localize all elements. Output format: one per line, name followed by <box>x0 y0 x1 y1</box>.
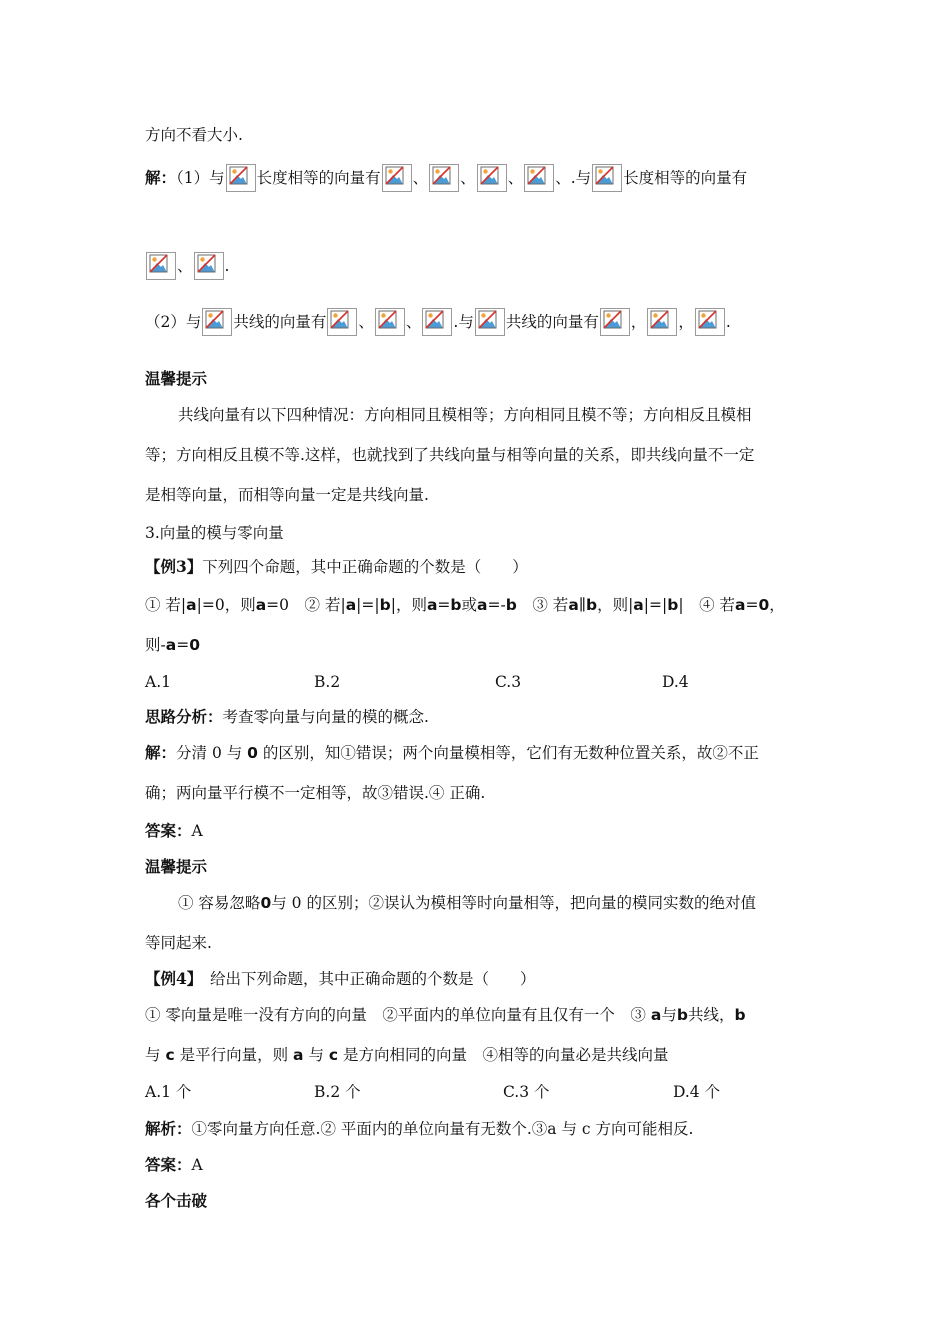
image-placeholder-icon <box>695 308 725 336</box>
example-3-propositions: ① 若|a|=0，则a=0 ② 若|a|=|b|，则a=b或a=-b ③ 若a∥b，则|a|=|b| ④ 若a=0， <box>145 596 785 614</box>
solution-3-cont: 确；两向量平行模不一定相等，故③错误.④ 正确. <box>145 784 486 802</box>
image-placeholder-icon <box>146 252 176 280</box>
solution-1-cont: 、 . <box>145 252 229 280</box>
image-placeholder-icon <box>600 308 630 336</box>
tip-line: 等同起来. <box>145 934 212 952</box>
option-d: D.4 个 <box>673 1083 721 1101</box>
option-b: B.2 <box>314 673 341 691</box>
example-4-question: 【例4】 给出下列命题，其中正确命题的个数是（ ） <box>145 969 536 988</box>
tip-heading: 温馨提示 <box>145 857 208 876</box>
example-4-propositions-cont: 与 c 是平行向量，则 a 与 c 是方向相同的向量 ④相等的向量必是共线向量 <box>145 1046 669 1064</box>
answer-3: 答案：A <box>145 821 203 840</box>
image-placeholder-icon <box>524 164 554 192</box>
analysis-4: 解析：①零向量方向任意.② 平面内的单位向量有无数个.③a 与 c 方向可能相反. <box>145 1119 694 1138</box>
tip-line: 是相等向量，而相等向量一定是共线向量. <box>145 486 429 504</box>
image-placeholder-icon <box>226 164 256 192</box>
example-4-propositions: ① 零向量是唯一没有方向的向量 ②平面内的单位向量有且仅有一个 ③ a与b共线，b <box>145 1006 746 1024</box>
tip-line: 等；方向相反且模不等.这样，也就找到了共线向量与相等向量的关系，即共线向量不一定 <box>145 446 755 464</box>
image-placeholder-icon <box>475 308 505 336</box>
example-3-propositions-cont: 则-a=0 <box>145 636 201 654</box>
image-placeholder-icon <box>647 308 677 336</box>
image-placeholder-icon <box>422 308 452 336</box>
option-a: A.1 <box>145 673 171 691</box>
image-placeholder-icon <box>327 308 357 336</box>
solution-label: 解： <box>145 168 177 187</box>
image-placeholder-icon <box>592 164 622 192</box>
option-b: B.2 个 <box>314 1083 361 1101</box>
image-placeholder-icon <box>202 308 232 336</box>
answer-4: 答案：A <box>145 1155 203 1174</box>
solution-3: 解：分清 0 与 0 的区别，知①错误；两个向量模相等，它们有无数种位置关系，故②不正 <box>145 743 759 762</box>
image-placeholder-icon <box>429 164 459 192</box>
option-c: C.3 个 <box>503 1083 550 1101</box>
example-3-question: 【例3】下列四个命题，其中正确命题的个数是（ ） <box>145 557 528 576</box>
tip-line: ① 容易忽略0与 0 的区别；②误认为模相等时向量相等，把向量的模同实数的绝对值 <box>178 894 756 912</box>
image-placeholder-icon <box>477 164 507 192</box>
option-d: D.4 <box>662 673 689 691</box>
option-a: A.1 个 <box>145 1083 192 1101</box>
option-c: C.3 <box>495 673 522 691</box>
tip-heading: 温馨提示 <box>145 369 208 388</box>
image-placeholder-icon <box>382 164 412 192</box>
image-placeholder-icon <box>194 252 224 280</box>
solution-2: （2）与 共线的向量有 、 、 .与 共线的向量有 ， ， . <box>145 308 731 336</box>
image-placeholder-icon <box>375 308 405 336</box>
text-line: 方向不看大小. <box>145 126 243 144</box>
section-heading: 3.向量的模与零向量 <box>145 524 284 542</box>
solution-1: 解：（1）与 长度相等的向量有 、 、 、 、.与 长度相等的向量有 <box>145 164 747 192</box>
analysis-3: 思路分析：考查零向量与向量的模的概念. <box>145 707 429 726</box>
section-heading: 各个击破 <box>145 1191 208 1210</box>
tip-line: 共线向量有以下四种情况：方向相同且模相等；方向相同且模不等；方向相反且模相 <box>178 406 752 424</box>
